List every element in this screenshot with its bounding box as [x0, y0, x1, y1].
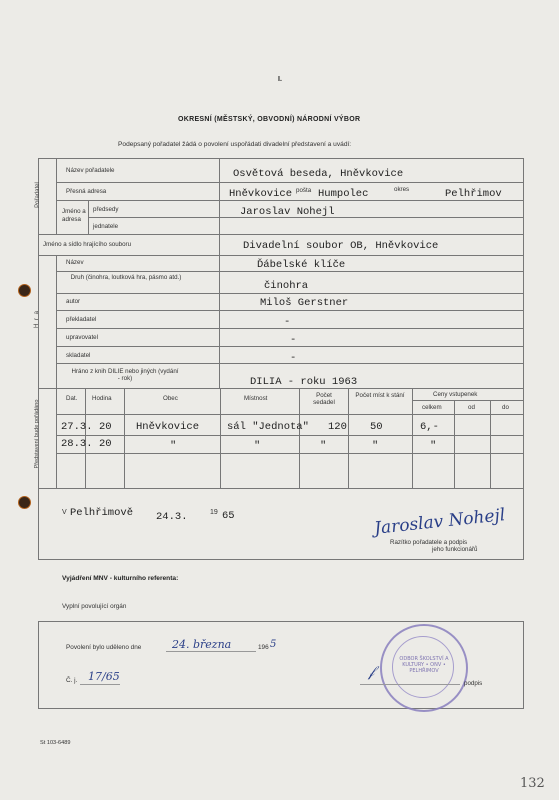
- th-mistnost: Místnost: [244, 395, 268, 402]
- th-celkem: celkem: [422, 404, 442, 411]
- datum: 24.3.: [156, 511, 188, 523]
- row2-obec: ": [170, 440, 177, 452]
- row1-obec: Hněvkovice: [136, 421, 200, 433]
- row1-stani: 50: [370, 421, 383, 433]
- label-presna-adresa: Přesná adresa: [66, 188, 107, 195]
- label-okres: okres: [394, 186, 410, 193]
- povoleni-datum: 24. března: [172, 638, 232, 651]
- value-upravovatel: -: [290, 334, 297, 346]
- row1-celkem: 6,-: [420, 421, 439, 433]
- label-jednatele: jednatele: [93, 223, 119, 230]
- value-obec-adresa: Hněvkovice: [229, 188, 293, 200]
- value-okres: Pelhřimov: [445, 188, 502, 200]
- side-label-predstaveni: Představení bude pořádáno: [34, 399, 40, 469]
- label-soubor: Jméno a sídlo hrajícího souboru: [43, 241, 132, 248]
- povoleni-rok: 5: [270, 639, 277, 650]
- row2-dat: 28.3.: [61, 438, 93, 450]
- approval-signature: 𝒻: [367, 663, 375, 681]
- form-title: OKRESNÍ (MĚSTSKÝ, OBVODNÍ) NÁRODNÍ VÝBOR: [178, 116, 361, 123]
- row1-sedadla: 120: [328, 421, 347, 433]
- signature-caption-1: Razítko pořadatele a podpis: [390, 539, 468, 546]
- label-jmeno-adresa: Jméno a adresa: [62, 208, 86, 223]
- row1-hodina: 20: [99, 421, 112, 433]
- row1-dat: 27.3.: [61, 421, 93, 433]
- povoleni-label: Povolení bylo uděleno dne: [66, 644, 142, 651]
- th-od: od: [468, 404, 475, 411]
- label-posta: pošta: [296, 187, 312, 194]
- value-skladatel: -: [290, 352, 297, 364]
- cj-value: 17/65: [88, 670, 120, 683]
- form-intro: Podepsaný pořadatel žádá o povolení uspořádati divadelní představení a uvádí:: [118, 141, 352, 148]
- cj-label: Č. j.: [66, 677, 78, 684]
- stamp-text: ODBOR ŠKOLSTVÍ A KULTURY • ONV • PELHŘIMOV: [399, 656, 449, 674]
- label-druh: Druh (činohra, loutková hra, pásmo atd.): [70, 274, 182, 281]
- organizer-signature: Jaroslav Nohejl: [373, 505, 507, 539]
- side-label-poradatel: Pořadatel: [35, 182, 41, 208]
- row2-celkem: ": [430, 440, 437, 452]
- row2-mistnost: ": [254, 440, 261, 452]
- row2-sedadla: ": [320, 440, 327, 452]
- vyjadreni-label: Vyjádření MNV - kulturního referenta:: [62, 575, 179, 582]
- label-predsedy: předsedy: [93, 206, 119, 213]
- punch-hole-bottom: [18, 496, 31, 509]
- th-pocet-mist: Počet míst k stání: [355, 392, 405, 399]
- value-prekladatel: -: [284, 316, 291, 328]
- value-soubor: Divadelní soubor OB, Hněvkovice: [243, 240, 439, 252]
- rok: 65: [222, 510, 235, 522]
- label-hrano: Hráno z knih DILIE nebo jiných (vydání - rok): [71, 368, 179, 382]
- label-skladatel: skladatel: [66, 352, 91, 359]
- page-mark: I.: [278, 76, 282, 83]
- label-prekladatel: překladatel: [66, 316, 97, 323]
- th-do: do: [502, 404, 509, 411]
- page-number: 132: [520, 776, 545, 791]
- side-label-hra: H r a: [34, 310, 40, 329]
- misto-prefix: V: [62, 509, 67, 516]
- misto: Pelhřimově: [70, 507, 134, 519]
- vyplni-label: Vyplní povolující orgán: [62, 603, 127, 610]
- rok-prefix: 19: [210, 509, 218, 516]
- row2-stani: ": [372, 440, 379, 452]
- podpis-label: podpis: [464, 680, 483, 687]
- row1-mistnost: sál "Jednota": [227, 421, 309, 433]
- footer-code: St 103-6489: [40, 740, 71, 746]
- punch-hole-top: [18, 284, 31, 297]
- th-ceny: Ceny vstupenek: [433, 391, 478, 398]
- value-nazev-hry: Ďábelské klíče: [257, 259, 346, 271]
- value-druh: činohra: [264, 280, 309, 292]
- value-autor: Miloš Gerstner: [260, 297, 349, 309]
- povoleni-rok-prefix: 196: [258, 644, 269, 651]
- value-posta: Humpolec: [318, 188, 369, 200]
- value-predseda: Jaroslav Nohejl: [240, 206, 335, 218]
- office-stamp: [380, 624, 468, 712]
- value-nazev-poradatele: Osvětová beseda, Hněvkovice: [233, 168, 404, 180]
- label-autor: autor: [66, 298, 81, 305]
- th-dat: Dat.: [66, 395, 78, 402]
- th-obec: Obec: [163, 395, 178, 402]
- th-pocet-sedadel: Počet sedadel: [313, 392, 335, 406]
- label-nazev: Název: [66, 259, 84, 266]
- signature-caption-2: jeho funkcionářů: [432, 546, 478, 553]
- row2-hodina: 20: [99, 438, 112, 450]
- th-hodina: Hodina: [92, 395, 112, 402]
- label-nazev-poradatele: Název pořadatele: [66, 167, 115, 174]
- value-hrano: DILIA - roku 1963: [250, 376, 358, 388]
- label-upravovatel: upravovatel: [66, 334, 98, 341]
